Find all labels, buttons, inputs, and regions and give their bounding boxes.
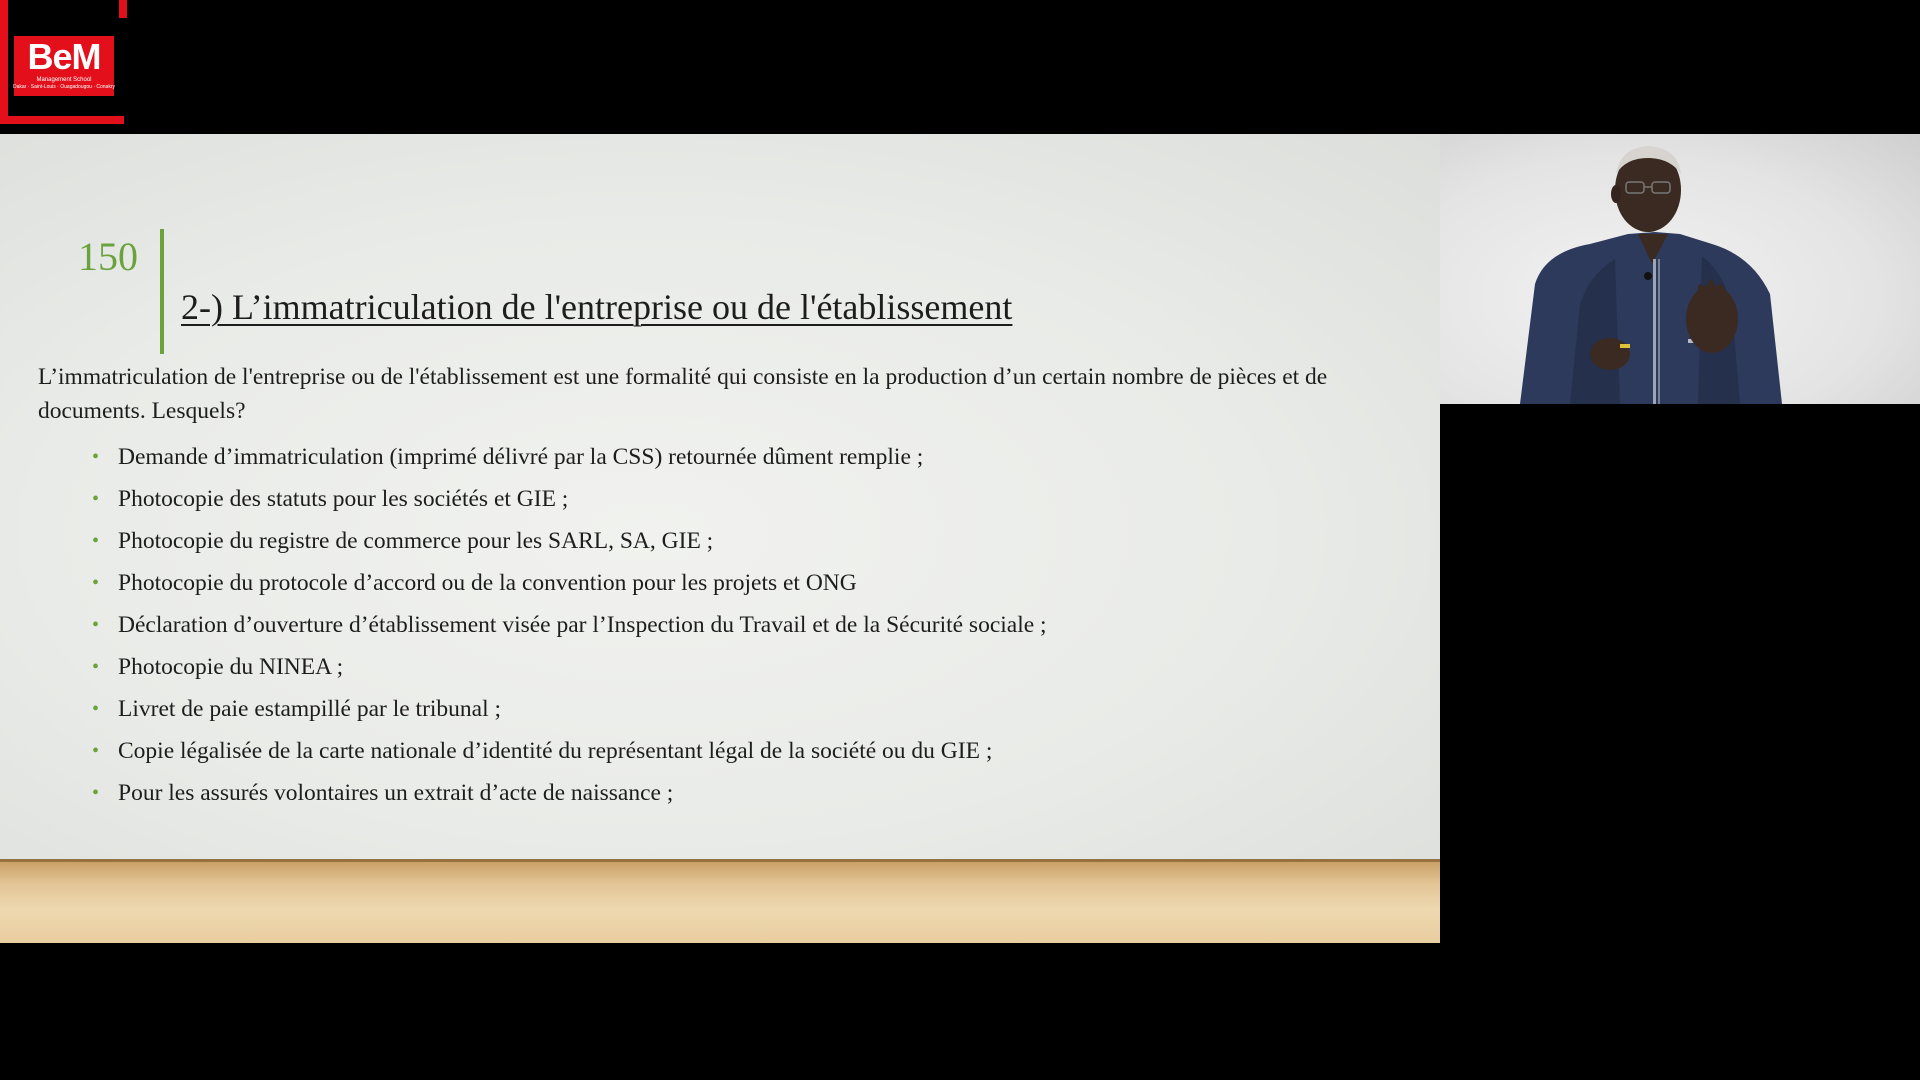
bullet-icon: • — [92, 530, 100, 552]
bullet-icon: • — [92, 614, 100, 636]
bullet-icon: • — [92, 446, 100, 468]
presentation-slide — [0, 134, 1440, 859]
brand-logo — [0, 0, 130, 130]
slide-number: 150 — [78, 234, 138, 279]
slide-intro-text: L’immatriculation de l'entreprise ou de l'établissement est une formalité qui consiste en la production d’un certain nombre de pièces et de documents. Lesquels? — [38, 364, 1328, 424]
logo-subtitle: Management School — [36, 77, 92, 83]
bullet-icon: • — [92, 572, 100, 594]
bullet-item — [92, 604, 1047, 646]
bullet-item — [92, 436, 1047, 478]
logo-badge — [14, 36, 114, 96]
wooden-floor — [0, 859, 1440, 943]
bullet-list — [92, 436, 1047, 814]
bullet-icon: • — [92, 698, 100, 720]
bullet-item — [92, 562, 1047, 604]
bullet-text: Pour les assurés volontaires un extrait d’acte de naissance ; — [118, 780, 674, 806]
bullet-item — [92, 688, 1047, 730]
bullet-icon: • — [92, 782, 100, 804]
presenter-video — [1440, 134, 1920, 404]
bullet-text: Déclaration d’ouverture d’établissement visée par l’Inspection du Travail et de la Sécurité sociale ; — [118, 612, 1047, 638]
bullet-text: Photocopie du registre de commerce pour les SARL, SA, GIE ; — [118, 528, 714, 554]
bullet-item — [92, 772, 1047, 814]
bullet-item — [92, 730, 1047, 772]
slide-title: 2-) L’immatriculation de l'entreprise ou de l'établissement — [181, 287, 1013, 327]
bullet-text: Demande d’immatriculation (imprimé délivré par la CSS) retournée dûment remplie ; — [118, 444, 924, 470]
bullet-text: Photocopie des statuts pour les sociétés et GIE ; — [118, 486, 569, 512]
bullet-icon: • — [92, 488, 100, 510]
logo-locations: Dakar · Saint-Louis · Ouagadougou · Conakry — [13, 84, 115, 90]
bullet-item — [92, 478, 1047, 520]
bullet-text: Photocopie du NINEA ; — [118, 654, 344, 680]
title-accent-bar — [160, 229, 164, 354]
bullet-text: Photocopie du protocole d’accord ou de la convention pour les projets et ONG — [118, 570, 857, 596]
logo-text: BeM — [27, 36, 101, 77]
logo-corner — [119, 0, 127, 18]
bullet-item — [92, 646, 1047, 688]
bullet-text: Copie légalisée de la carte nationale d’identité du représentant légal de la société ou du GIE ; — [118, 738, 993, 764]
bullet-icon: • — [92, 740, 100, 762]
floor-shadow-line — [0, 859, 1440, 862]
presenter-figure — [1440, 134, 1920, 404]
bullet-item — [92, 520, 1047, 562]
bullet-text: Livret de paie estampillé par le tribunal ; — [118, 696, 502, 722]
bullet-icon: • — [92, 656, 100, 678]
